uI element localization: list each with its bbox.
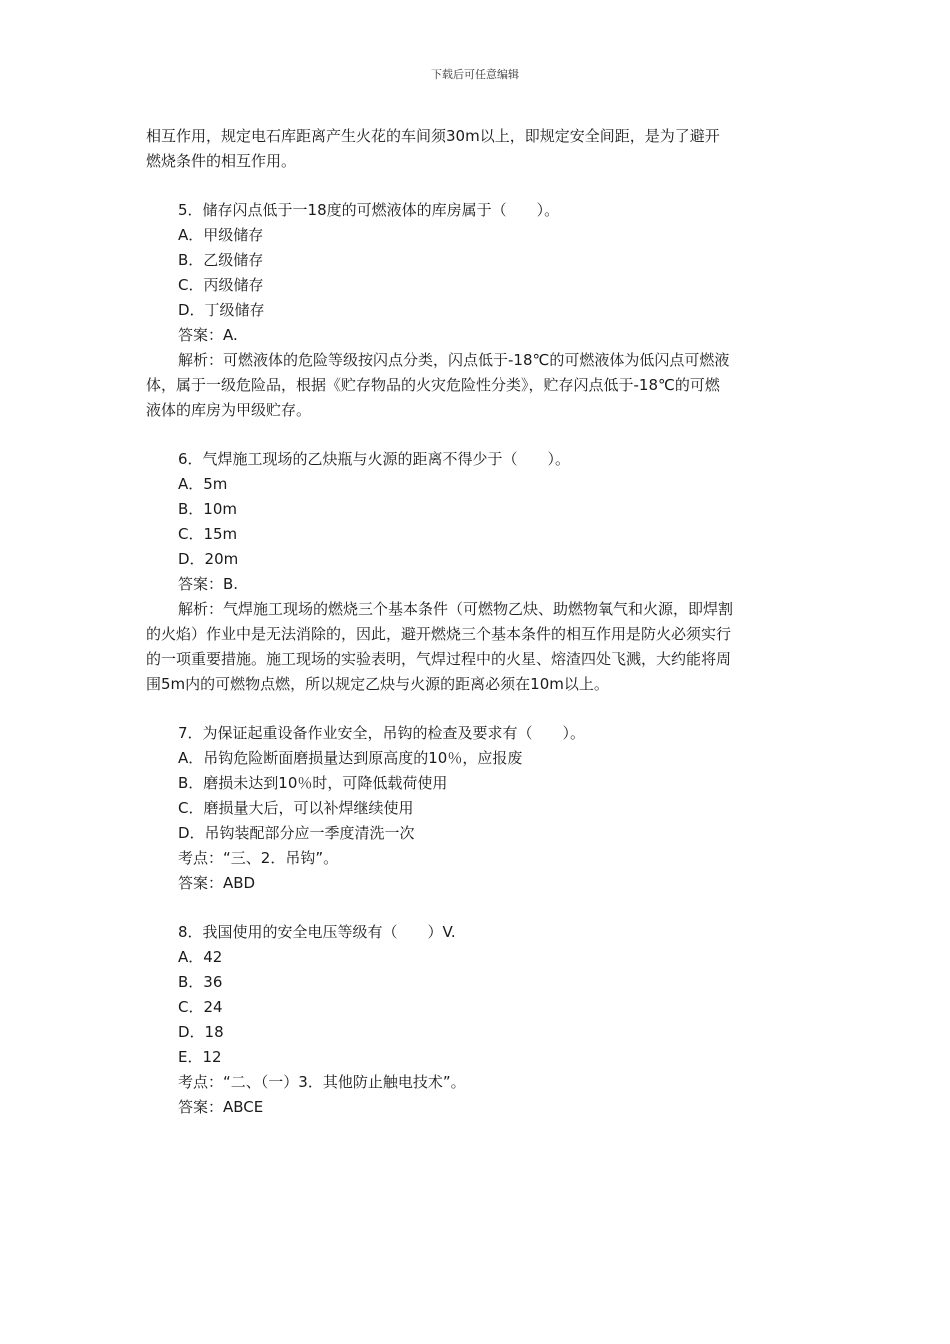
analysis-line: 的一项重要措施。施工现场的实验表明，气焊过程中的火星、熔渣四处飞溅，大约能将周 (146, 650, 732, 668)
question-option: C．磨损量大后，可以补焊继续使用 (178, 799, 414, 817)
question-stem: 8．我国使用的安全电压等级有（ ）V. (178, 923, 456, 941)
intro-line: 相互作用，规定电石库距离产生火花的车间须30m以上，即规定安全间距，是为了避开 (146, 127, 720, 145)
question-option: A．吊钩危险断面磨损量达到原高度的10％，应报废 (178, 749, 523, 767)
analysis-line: 解析：可燃液体的危险等级按闪点分类，闪点低于-18℃的可燃液体为低闪点可燃液 (178, 351, 730, 369)
analysis-line: 体，属于一级危险品，根据《贮存物品的火灾危险性分类》，贮存闪点低于-18℃的可燃 (146, 376, 720, 394)
question-option: D．吊钩装配部分应一季度清洗一次 (178, 824, 415, 842)
question-answer: 答案：ABCE (178, 1098, 264, 1116)
question-option: C．丙级储存 (178, 276, 264, 294)
question-stem: 7．为保证起重设备作业安全，吊钩的检查及要求有（ ）。 (178, 724, 586, 742)
question-option: B．磨损未达到10％时，可降低载荷使用 (178, 774, 448, 792)
analysis-line: 的火焰）作业中是无法消除的，因此，避开燃烧三个基本条件的相互作用是防火必须实行 (146, 625, 732, 643)
analysis-line: 解析：气焊施工现场的燃烧三个基本条件（可燃物乙炔、助燃物氧气和火源，即焊割 (178, 600, 734, 618)
question-point: 考点：“二、（一）3．其他防止触电技术”。 (178, 1073, 466, 1091)
question-option: B．36 (178, 973, 223, 991)
question-option: D．18 (178, 1023, 224, 1041)
question-option: A．甲级储存 (178, 226, 264, 244)
question-stem: 6．气焊施工现场的乙炔瓶与火源的距离不得少于（ ）。 (178, 450, 571, 468)
document-body (146, 124, 806, 1120)
question-option: A．5m (178, 475, 228, 493)
question-option: D．20m (178, 550, 239, 568)
question-stem: 5．储存闪点低于一18度的可燃液体的库房属于（ ）。 (178, 201, 560, 219)
question-option: B．乙级储存 (178, 251, 264, 269)
question-answer: 答案：A. (178, 326, 238, 344)
analysis-line: 围5m内的可燃物点燃，所以规定乙炔与火源的距离必须在10m以上。 (146, 675, 609, 693)
question-option: E．12 (178, 1048, 222, 1066)
question-option: B．10m (178, 500, 237, 518)
analysis-line: 液体的库房为甲级贮存。 (146, 401, 312, 419)
page-header: 下载后可任意编辑 (431, 68, 519, 81)
question-answer: 答案：ABD (178, 874, 256, 892)
question-answer: 答案：B. (178, 575, 239, 593)
question-option: A．42 (178, 948, 223, 966)
question-option: C．15m (178, 525, 238, 543)
intro-line: 燃烧条件的相互作用。 (146, 152, 297, 170)
question-option: D．丁级储存 (178, 301, 265, 319)
question-option: C．24 (178, 998, 223, 1016)
question-point: 考点：“三、2．吊钩”。 (178, 849, 339, 867)
